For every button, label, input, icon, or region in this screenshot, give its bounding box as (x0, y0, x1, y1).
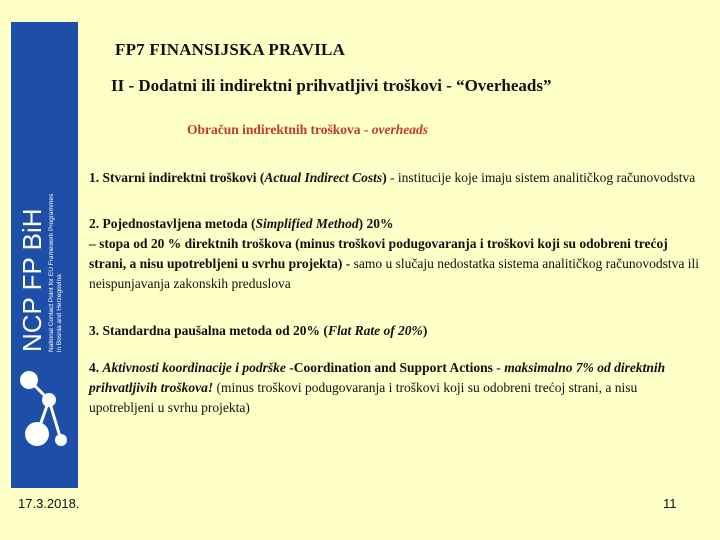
item3-part3: ) (422, 323, 428, 338)
page-number: 11 (663, 496, 677, 511)
item1-part3: ) (382, 170, 391, 185)
item2-part4: – stopa od 20 % direktnih troškova (minus troškovi podugovaranja i troškovi koji su odobreni trećoj strani, a nisu upotrebljeni u svrhu projekta) - (89, 236, 668, 271)
item3-part1: 3. Standardna paušalna metoda od 20% ( (89, 323, 328, 338)
footer-date: 17.3.2018. (18, 496, 80, 511)
logo-text: NCP FP BiH (17, 208, 47, 352)
item2-part2: Simplified Method (255, 216, 359, 231)
item2-part3: ) 20% (358, 216, 394, 231)
item1-part1: 1. Stvarni indirektni troškovi ( (89, 170, 265, 185)
item1-part4: - institucije koje imaju sistem analitičkog računovodstva (390, 170, 696, 185)
ncp-logo-icon (11, 22, 78, 488)
item4-part3: -Coordination and Support Actions (289, 360, 493, 375)
section-heading-italic: overheads (371, 122, 429, 137)
slide-subtitle: II - Dodatni ili indirektni prihvatljivi troškovi - “Overheads” (111, 76, 552, 95)
item1-part2: Actual Indirect Costs (264, 170, 383, 185)
list-item-simplified-method (89, 214, 699, 294)
logo-subtext-2: in Bosnia and Herzegovina (56, 274, 63, 352)
logo-subtext-1: National Contact Point for EU Framework Programmes (48, 193, 55, 352)
item4-part1: 4. (89, 360, 103, 375)
item2-part5: samo u slučaju nedostatka sistema analitičkog računovodstva ili neispunjavanja zakonskih preduslova (89, 256, 699, 291)
section-heading-text: Obračun indirektnih troškova - (187, 122, 372, 137)
item4-part5: (minus troškovi podugovaranja i troškovi koji su odobreni trećoj strani, a nisu upotrebljeni u svrhu projekta) (89, 380, 638, 415)
item4-part4: - maksimalno 7% od direktnih prihvatljivih troškova! (89, 360, 666, 395)
slide-title: FP7 FINANSIJSKA PRAVILA (115, 40, 346, 59)
section-heading (187, 122, 428, 138)
list-item-flat-rate (89, 321, 699, 341)
sidebar-panel (11, 22, 78, 488)
item3-part2: Flat Rate of 20% (327, 323, 423, 338)
item4-part2: Aktivnosti koordinacije i podrške (102, 360, 290, 375)
list-item-coordination-support (89, 358, 699, 418)
list-item-actual-costs (89, 168, 699, 188)
item2-part1: 2. Pojednostavljena metoda ( (89, 216, 256, 231)
